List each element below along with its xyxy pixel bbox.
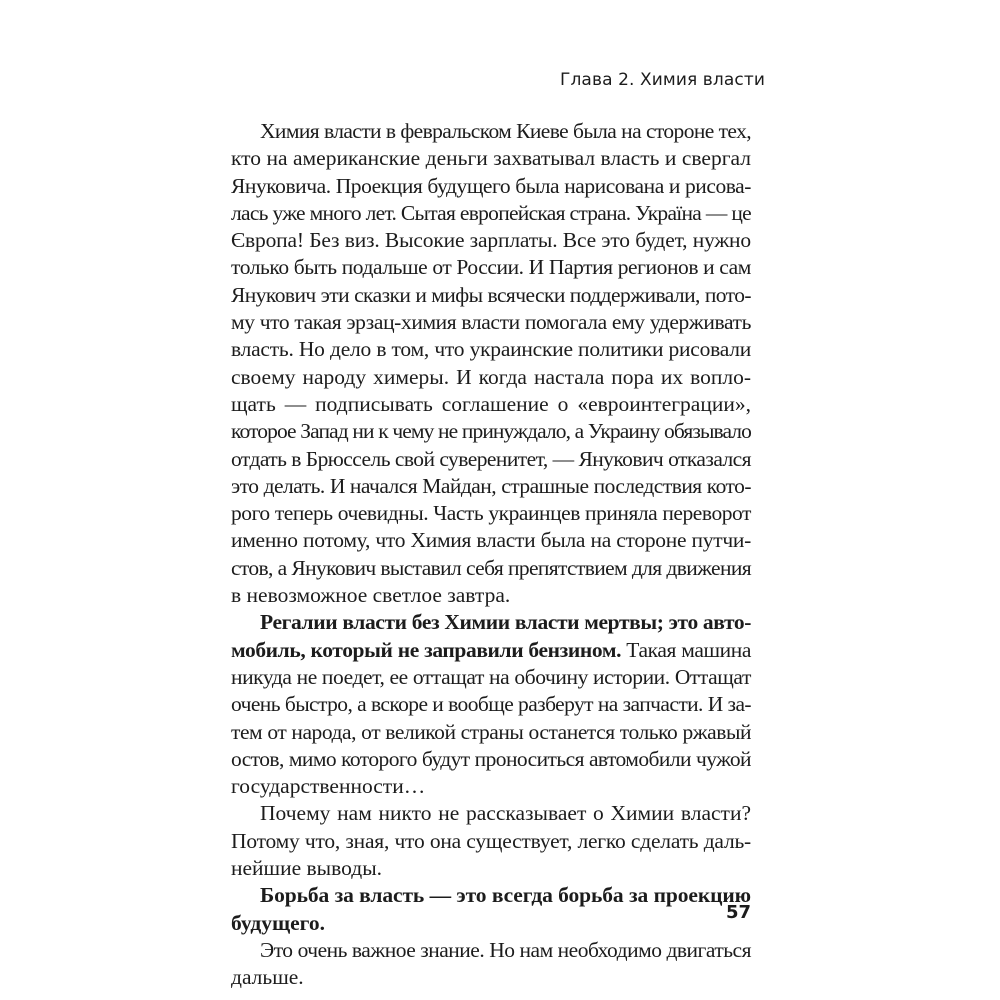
paragraph: [231, 937, 751, 992]
running-head: Глава 2. Химия власти: [560, 70, 766, 90]
text-line: Почему нам никто не рассказывает о Химии власти?: [260, 801, 751, 826]
text-line: му что такая эрзац-химия власти помогала ему удерживать: [231, 310, 751, 335]
text-line: отдать в Брюссель свой суверенитет, — Янукович отказался: [231, 446, 751, 471]
text-line: никуда не поедет, ее оттащат на обочину истории. Оттащат: [231, 664, 751, 689]
text-line: стов, а Янукович выставил себя препятствием для движения: [231, 555, 751, 580]
paragraph: [231, 609, 751, 800]
text-line: лась уже много лет. Сытая европейская страна. Україна — це: [231, 200, 751, 225]
text-line: рого теперь очевидны. Часть украинцев приняла переворот: [231, 501, 751, 526]
text-line: государственности…: [231, 774, 426, 799]
text-line: очень быстро, а вскоре и вообще разберут на запчасти. И за-: [231, 692, 751, 717]
text-line: [231, 910, 751, 937]
text-line: это делать. И начался Майдан, страшные последствия кото-: [231, 473, 751, 498]
text-line: именно потому, что Химия власти была на стороне путчи-: [231, 528, 751, 553]
text-line: только быть подальше от России. И Партия регионов и сам: [231, 255, 751, 280]
bold-text: будущего.: [231, 910, 325, 935]
text-line: Потому что, зная, что она существует, легко сделать даль-: [231, 828, 751, 853]
text-line: тем от народа, от великой страны останется только ржавый: [231, 719, 751, 744]
text-line: Європа! Без виз. Высокие зарплаты. Все это будет, нужно: [231, 228, 751, 253]
regular-text: Такая машина: [621, 637, 752, 662]
paragraph: [231, 800, 751, 882]
text-line: щать — подписывать соглашение о «евроинтеграции»,: [231, 391, 751, 416]
page-number: 57: [725, 902, 751, 923]
body-text: [231, 118, 751, 992]
text-line: своему народу химеры. И когда настала пора их вопло-: [231, 364, 751, 389]
paragraph: [231, 118, 751, 609]
text-line: [231, 637, 751, 664]
text-line: остов, мимо которого будут проноситься автомобили чужой: [231, 746, 751, 771]
text-line: кто на американские деньги захватывал власть и свергал: [231, 146, 751, 171]
text-line: Януковича. Проекция будущего была нарисована и рисова-: [231, 173, 751, 198]
text-line: [231, 882, 751, 909]
text-line: Химия власти в февральском Киеве была на стороне тех,: [260, 119, 751, 143]
text-line: [231, 609, 751, 636]
text-line: дальше.: [231, 965, 304, 990]
text-line: которое Запад ни к чему не принуждало, а Украину обязывало: [231, 419, 751, 444]
text-line: власть. Но дело в том, что украинские политики рисовали: [231, 337, 751, 362]
bold-text: мобиль, который не заправили бензином.: [231, 637, 622, 662]
bold-text: Регалии власти без Химии власти мертвы; это авто-: [260, 610, 751, 635]
text-line: в невозможное светлое завтра.: [231, 583, 511, 608]
text-line: Янукович эти сказки и мифы всячески поддерживали, пото-: [231, 282, 751, 307]
text-line: Это очень важное знание. Но нам необходимо двигаться: [260, 937, 751, 962]
text-line: нейшие выводы.: [231, 856, 383, 881]
paragraph: [231, 882, 751, 937]
bold-text: Борьба за власть — это всегда борьба за проекцию: [260, 883, 751, 908]
